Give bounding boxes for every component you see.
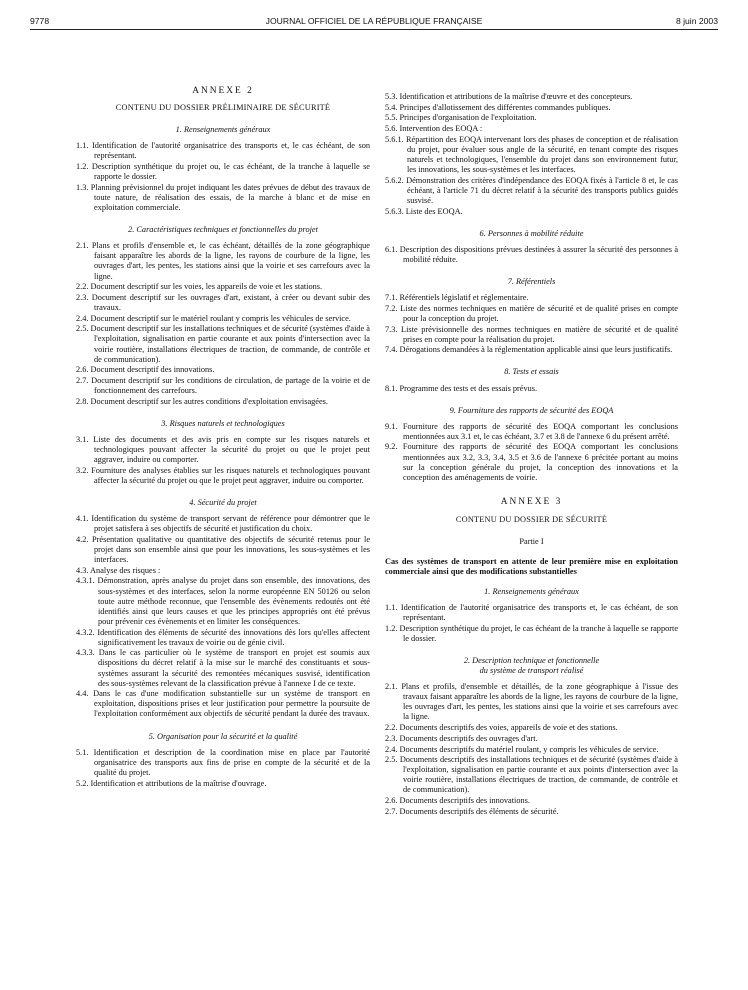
list-item: 4.2. Présentation qualitative ou quantitative des objectifs de sécurité retenus pour le projet dans son ensemble ainsi que pour les innovations, les sous-systèmes et les interfaces.: [76, 534, 370, 565]
section-heading: 3. Risques naturels et technologiques: [161, 418, 285, 428]
annex-3-subtitle: CONTENU DU DOSSIER DE SÉCURITÉ: [455, 514, 608, 524]
list-item: 7.1. Référentiels législatif et réglementaire.: [385, 293, 529, 303]
list-item: 2.5. Documents descriptifs des installations techniques et de sécurité (systèmes d'aide à l'exploitation, signalisation en partie courante et aux points d'intersection avec la voirie routière, installations électriques de traction, de commande, de contrôle et de communication).: [385, 755, 678, 795]
section-heading: 2. Caractéristiques techniques et fonctionnelles du projet: [128, 225, 318, 235]
section-heading-line-2: du système de transport réalisé: [479, 666, 584, 676]
list-item: 9.2. Fourniture des rapports de sécurité des EOQA comportant les conclusions mentionnées aux 3.2, 3.3, 3.4, 3.5 et 3.6 de l'annexe 6 précitée portant au moins sur la conception générale du projet, la conception des innovations et la conception des aménagements de voirie.: [385, 442, 678, 482]
list-item: 5.6.2. Démonstration des critères d'indépendance des EOQA fixés à l'article 8 et, le cas échéant, à l'article 71 du décret relatif à la sécurité des transports publics guidés susvisé.: [385, 175, 678, 205]
section-heading: 1. Renseignements généraux: [175, 125, 271, 135]
list-item: 4.3. Analyse des risques :: [76, 565, 161, 575]
list-item: 9.1. Fourniture des rapports de sécurité des EOQA comportant les conclusions mentionnées aux 3.1 et, le cas échéant, 3.7 et 3.8 de l'annexe 6 du présent arrêté.: [385, 421, 678, 441]
header-rule: [30, 29, 718, 30]
list-item: 2.4. Documents descriptifs du matériel roulant, y compris les véhicules de service.: [385, 744, 659, 754]
list-item: 2.4. Document descriptif sur le matériel roulant y compris les véhicules de service.: [76, 313, 351, 323]
list-item: 4.1. Identification du système de transport servant de référence pour démontrer que le projet satisfera à ses objectifs de sécurité et justification du choix.: [76, 514, 370, 534]
list-item: 3.2. Fourniture des analyses établies sur les risques naturels et technologiques pouvant affecter la sécurité du projet ou que le projet peut aggraver, induire ou comporter.: [76, 465, 370, 485]
list-item: 4.3.2. Identification des éléments de sécurité des innovations dès lors qu'elles affectent significativement les travaux de voirie ou de génie civil.: [76, 627, 370, 647]
list-item: 1.2. Description synthétique du projet, le cas échéant de la tranche à laquelle se rapporte le dossier.: [385, 623, 678, 643]
list-item: 2.7. Documents descriptifs des éléments de sécurité.: [385, 806, 559, 816]
list-item: 2.2. Documents descriptifs des voies, appareils de voie et des stations.: [385, 723, 618, 733]
section-heading: 2. Description technique et fonctionnelle: [463, 655, 600, 665]
list-item: 3.1. Liste des documents et des avis pris en compte sur les risques naturels et technologiques pouvant affecter la sécurité du projet ou que le projet peut aggraver, induire ou comporter.: [76, 434, 370, 465]
list-item: 4.4. Dans le cas d'une modification substantielle sur un système de transport en exploitation, dispositions prises et leur justification pour permettre la poursuite de l'exploitation conformément aux objectifs de sécurité pendant la durée des travaux.: [76, 689, 370, 719]
section-heading: 8. Tests et essais: [504, 367, 559, 377]
section-heading: 1. Renseignements généraux: [484, 586, 579, 596]
right-column: [385, 92, 678, 818]
list-item: 2.6. Document descriptif des innovations.: [76, 365, 215, 375]
list-item: 2.2. Document descriptif sur les voies, les appareils de voie et les stations.: [76, 282, 323, 292]
list-item: 4.3.3. Dans le cas particulier où le système de transport en projet est soumis aux dispositions du décret relatif à la mise sur le marché des constituants et sous-systèmes assurant la sécurité des remontées mécaniques susvisé, identification des sous-systèmes relevant de la classification prévue à l'annexe I de ce texte.: [76, 648, 370, 688]
annex-3-title: ANNEXE 3: [500, 497, 563, 508]
list-item: 5.3. Identification et attributions de la maîtrise d'œuvre et des concepteurs.: [385, 92, 633, 101]
list-item: 1.2. Description synthétique du projet ou, le cas échéant, de la tranche à laquelle se rapporte le dossier.: [76, 162, 370, 182]
list-item: 5.6. Intervention des EOQA :: [385, 124, 483, 134]
list-item: 8.1. Programme des tests et des essais prévus.: [385, 383, 538, 393]
list-item: 2.3. Document descriptif sur les ouvrages d'art, existant, à créer ou devant subir des travaux.: [76, 292, 370, 312]
list-item: 5.5. Principes d'organisation de l'exploitation.: [385, 113, 537, 123]
annex-2-title: ANNEXE 2: [192, 86, 254, 96]
page-number: 9778: [30, 16, 50, 26]
list-item: 2.5. Document descriptif sur les installations techniques et de sécurité (systèmes d'aide à l'exploitation, signalisation en partie courante et aux points d'intersection avec la voirie routière, installations électriques de traction, de commande, de contrôle et de communication).: [76, 324, 370, 364]
list-item: 2.1. Plans et profils d'ensemble et, le cas échéant, détaillés de la zone géographique faisant apparaître les abords de la ligne, les rayons de courbure de la ligne, les ouvrages d'art, les pentes, les stations ainsi que la voirie et ses carrefours avec la ligne.: [76, 241, 370, 281]
annex-2-subtitle: CONTENU DU DOSSIER PRÉLIMINAIRE DE SÉCURITÉ: [115, 103, 331, 113]
part-label: Partie I: [519, 536, 544, 546]
list-item: 6.1. Description des dispositions prévues destinées à assurer la sécurité des personnes à mobilité réduite.: [385, 244, 678, 264]
list-item: 2.8. Document descriptif sur les autres conditions d'exploitation envisagées.: [76, 396, 328, 406]
list-item: 2.1. Plans et profils, d'ensemble et détaillés, de la zone géographique à l'issue des travaux faisant apparaître les abords de la ligne, les rayons de courbure de la ligne, les ouvrages d'art, les pentes, les stations ainsi que la voirie et ses carrefours avec la ligne.: [385, 682, 678, 722]
list-item: 7.2. Liste des normes techniques en matière de sécurité et de qualité prises en compte pour la conception du projet.: [385, 303, 678, 323]
list-item: 1.3. Planning prévisionnel du projet indiquant les dates prévues de début des travaux de toute nature, de réalisation des essais, de la marche à blanc et de mise en exploitation commerciale.: [76, 182, 370, 213]
case-heading: Cas des systèmes de transport en attente de leur première mise en exploitation commerciale ainsi que des modifications substantielles: [385, 556, 678, 576]
list-item: 5.1. Identification et description de la coordination mise en place par l'autorité organisatrice des transports aux fins de prise en compte de la sécurité et de la qualité du projet.: [76, 747, 370, 777]
list-item: 2.3. Documents descriptifs des ouvrages d'art.: [385, 733, 538, 743]
list-item: 5.2. Identification et attributions de la maîtrise d'ouvrage.: [76, 778, 267, 788]
list-item: 5.6.1. Répartition des EOQA intervenant lors des phases de conception et de réalisation du projet, pour évaluer sous angle de la sécurité, en tenant compte des risques naturels et technologiques, l'ensemble du projet dans son environnement futur, les innovations, les sous-systèmes et les interfaces.: [385, 134, 678, 175]
list-item: 1.1. Identification de l'autorité organisatrice des transports et, le cas échéant, de son représentant.: [385, 603, 678, 623]
section-heading: 7. Référentiels: [507, 276, 556, 286]
list-item: 5.6.3. Liste des EOQA.: [385, 206, 463, 216]
list-item: 7.3. Liste prévisionnelle des normes techniques en matière de sécurité et de qualité prises en compte pour la réalisation du projet.: [385, 324, 678, 344]
journal-title: JOURNAL OFFICIEL DE LA RÉPUBLIQUE FRANÇAISE: [265, 16, 483, 26]
list-item: 5.4. Principes d'allotissement des différentes commandes publiques.: [385, 102, 611, 112]
list-item: 7.4. Dérogations demandées à la réglementation applicable ainsi que leurs justificatifs.: [385, 345, 673, 355]
left-column: [76, 86, 370, 789]
section-heading: 9. Fourniture des rapports de sécurité des EOQA: [449, 405, 614, 415]
list-item: 2.6. Documents descriptifs des innovations.: [385, 796, 530, 806]
issue-date: 8 juin 2003: [675, 16, 718, 26]
section-heading: 5. Organisation pour la sécurité et la qualité: [148, 731, 298, 741]
list-item: 1.1. Identification de l'autorité organisatrice des transports et, le cas échéant, de son représentant.: [76, 141, 370, 161]
list-item: 4.3.1. Démonstration, après analyse du projet dans son ensemble, des innovations, des sous-systèmes et des interfaces, selon la norme européenne EN 50126 ou selon toute autre méthode reconnue, que l'ensemble des évènements redoutés ont été identifiés ainsi que leurs causes et que les principes appropriés ont été prévus pour prévenir ces évènements et en limiter les conséquences.: [76, 576, 370, 626]
section-heading: 4. Sécurité du projet: [189, 498, 257, 508]
section-heading: 6. Personnes à mobilité réduite: [479, 228, 584, 238]
list-item: 2.7. Document descriptif sur les conditions de circulation, de partage de la voirie et de fonctionnement des carrefours.: [76, 376, 370, 396]
